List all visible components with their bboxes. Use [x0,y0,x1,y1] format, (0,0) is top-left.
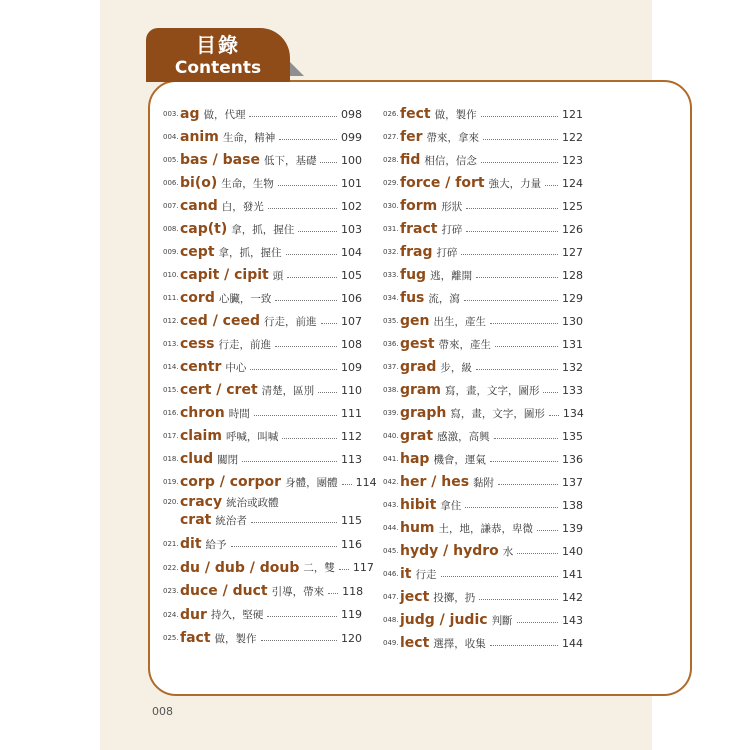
entry-page: 131 [562,337,583,351]
toc-entry[interactable] [383,449,583,469]
entry-root: judg / judic [400,612,488,628]
entry-root: force / fort [400,175,485,191]
toc-entry[interactable] [383,150,583,170]
leader-dots [268,208,337,209]
leader-dots [464,300,558,301]
leader-dots [251,522,337,523]
entry-meaning: 拿，抓，握住 [218,246,282,259]
entry-page: 137 [562,475,583,489]
entry-page: 114 [355,475,377,489]
entry-meaning: 引導，帶來 [271,585,325,598]
entry-page: 119 [341,608,362,621]
leader-dots [466,208,558,209]
entry-root: ced / ceed [180,313,260,329]
entry-number: 040. [383,432,399,440]
entry-meaning: 流，瀉 [428,292,460,305]
entry-page: 132 [562,360,583,374]
entry-root: fid [400,152,421,168]
entry-number: 008. [163,225,179,233]
toc-entry[interactable] [163,581,362,601]
entry-root: cord [180,290,215,306]
entry-root: hibit [400,497,437,513]
entry-number: 021. [163,540,179,548]
entry-meaning: 黏附 [473,476,495,489]
entry-number: 031. [383,225,399,233]
leader-dots [498,484,558,485]
entry-number: 024. [163,610,179,619]
entry-page: 115 [341,513,362,527]
leader-dots [494,438,558,439]
toc-entry[interactable] [163,357,362,377]
entry-root: lect [400,635,430,651]
entry-root: bi(o) [180,175,218,191]
leader-dots [461,254,558,255]
entry-page: 127 [562,245,583,259]
entry-number: 039. [383,409,399,417]
leader-dots [328,593,338,594]
entry-page: 106 [341,291,362,305]
entry-page: 100 [341,153,362,167]
toc-entry[interactable] [163,334,362,354]
leader-dots [282,438,337,439]
entry-root: graph [400,405,447,421]
entry-number: 032. [383,248,399,256]
entry-meaning: 帶來，產生 [438,338,492,351]
toc-entry[interactable] [383,242,583,262]
entry-page: 105 [341,268,362,282]
toc-entry[interactable] [383,219,583,239]
entry-meaning: 相信，信念 [424,154,477,167]
entry-root: grat [400,428,434,444]
toc-entry[interactable] [163,472,377,492]
entry-meaning: 寫，畫，文字，圖形 [444,384,540,397]
entry-page: 122 [562,130,583,144]
entry-root: hydy / hydro [400,543,499,559]
entry-root: duce / duct [180,583,268,599]
entry-page: 101 [341,176,362,190]
entry-root: grad [400,359,437,375]
entry-root: cracy [180,494,223,510]
entry-page: 120 [341,631,362,645]
entry-number: 018. [163,455,179,463]
entry-root: form [400,198,438,214]
leader-dots [476,369,558,370]
entry-number: 034. [383,294,399,302]
entry-meaning: 感激，高興 [437,430,490,443]
toc-entry[interactable] [383,541,583,561]
entry-page: 125 [562,199,583,213]
entry-root: clud [180,451,214,467]
entry-page: 121 [562,107,583,121]
entry-root: bas / base [180,152,260,168]
leader-dots [476,277,558,278]
entry-root: her / hes [400,474,470,490]
entry-root: fact [180,630,211,646]
entry-root: gen [400,313,430,329]
leader-dots [287,277,337,278]
entry-root: cert / cret [180,382,258,398]
entry-number: 046. [383,570,399,578]
toc-entry[interactable] [163,104,362,124]
entry-root: du / dub / doub [180,559,300,576]
toc-entry[interactable] [163,426,362,446]
entry-page: 104 [341,245,362,259]
entry-number: 010. [163,271,179,279]
entry-meaning: 關閉 [217,453,239,466]
entry-number: 019. [163,478,179,486]
entry-page: 128 [562,268,583,282]
toc-entry[interactable] [163,510,362,530]
entry-number: 043. [383,501,399,509]
entry-page: 103 [341,222,362,236]
entry-meaning: 選擇，收集 [433,637,486,650]
contents-header-tab [146,28,290,82]
entry-meaning: 中心 [225,361,247,374]
entry-number: 026. [383,110,399,118]
leader-dots [254,415,337,416]
entry-meaning: 給予 [205,538,227,551]
entry-number: 027. [383,133,399,141]
entry-number: 025. [163,634,179,642]
toc-entry[interactable] [383,380,583,400]
entry-meaning: 形狀 [441,200,463,213]
entry-page: 129 [562,291,583,305]
toc-entry[interactable] [163,492,362,512]
leader-dots [517,622,558,623]
entry-root: crat [180,512,212,528]
leader-dots [267,616,337,617]
entry-number: 041. [383,455,399,463]
entry-root: anim [180,129,219,145]
toc-entry[interactable] [163,311,362,331]
entry-page: 102 [341,199,362,213]
entry-number: 017. [163,432,179,440]
toc-entry[interactable] [383,633,583,653]
leader-dots [250,369,337,370]
leader-dots [261,640,337,641]
entry-meaning: 白，發光 [221,200,264,213]
leader-dots [466,231,558,232]
entry-root: hap [400,451,430,467]
entry-root: fer [400,129,423,145]
entry-number: 048. [383,616,399,624]
leader-dots [298,231,337,232]
entry-page: 117 [352,561,374,574]
toc-entry[interactable] [383,564,583,584]
toc-entry[interactable] [163,219,362,239]
entry-meaning: 時間 [228,407,250,420]
entry-root: capit / cipit [180,267,269,283]
leader-dots [490,461,558,462]
toc-entry[interactable] [163,558,374,578]
entry-meaning: 清楚，區別 [261,384,315,397]
entry-page: 112 [341,429,362,443]
toc-entry[interactable] [163,196,362,216]
entry-page: 143 [562,613,583,627]
entry-page: 111 [341,406,362,420]
entry-meaning: 統治或政體 [226,496,279,509]
entry-meaning: 強大，力量 [488,177,542,190]
toc-entry[interactable] [383,403,583,423]
leader-dots [321,323,338,324]
leader-dots [545,185,558,186]
title-chinese: 目錄 [196,33,240,57]
toc-entry[interactable] [163,242,362,262]
leader-dots [537,530,558,531]
entry-number: 047. [383,593,399,601]
entry-root: cept [180,244,215,260]
entry-number: 049. [383,639,399,647]
entry-page: 139 [562,521,583,535]
entry-number: 035. [383,317,399,325]
entry-meaning: 持久，堅硬 [210,609,264,621]
leader-dots [320,162,337,163]
entry-number: 005. [163,156,179,164]
toc-entry[interactable] [383,495,583,515]
entry-meaning: 判斷 [491,614,513,627]
toc-entry[interactable] [383,127,583,147]
leader-dots [481,162,558,163]
toc-entry[interactable] [383,196,583,216]
entry-root: cand [180,198,218,214]
entry-root: ject [400,589,430,605]
toc-entry[interactable] [383,426,583,446]
entry-meaning: 打碎 [441,223,463,236]
entry-root: frag [400,244,433,260]
entry-number: 013. [163,340,179,348]
toc-entry[interactable] [163,403,362,423]
entry-number: 007. [163,202,179,210]
leader-dots [479,599,558,600]
entry-number: 009. [163,248,179,256]
toc-entry[interactable] [383,173,583,193]
page-number: 008 [152,705,173,718]
toc-entry[interactable] [383,334,583,354]
entry-meaning: 生命，精神 [222,131,276,144]
entry-meaning: 逃，離開 [430,269,473,282]
entry-page: 109 [341,360,362,374]
leader-dots [249,116,337,117]
entry-root: it [400,566,412,582]
entry-number: 037. [383,363,399,371]
toc-entry[interactable] [383,610,583,630]
entry-page: 136 [562,452,583,466]
entry-root: gest [400,336,435,352]
entry-meaning: 拿住 [440,499,462,512]
leader-dots [490,323,558,324]
toc-entry[interactable] [163,150,362,170]
entry-meaning: 水 [502,545,514,558]
entry-meaning: 統治者 [215,514,247,527]
entry-page: 133 [562,383,583,397]
entry-number: 028. [383,156,399,164]
entry-meaning: 土，地，謙恭，卑微 [438,522,534,535]
entry-number: 038. [383,386,399,394]
toc-entry[interactable] [383,265,583,285]
entry-number: 016. [163,409,179,417]
leader-dots [517,553,558,554]
leader-dots [278,185,337,186]
entry-number: 011. [163,294,179,302]
entry-root: corp / corpor [180,474,282,490]
entry-root: chron [180,405,225,421]
toc-entry[interactable] [383,587,583,607]
entry-meaning: 做，製作 [434,108,477,121]
entry-meaning: 打碎 [436,246,458,259]
entry-root: centr [180,359,222,375]
leader-dots [441,576,559,577]
entry-number: 030. [383,202,399,210]
entry-meaning: 機會，運氣 [433,453,486,466]
leader-dots [279,139,337,140]
entry-page: 141 [562,567,583,581]
toc-entry[interactable] [163,173,362,193]
toc-entry[interactable] [163,127,362,147]
entry-root: dur [180,606,207,623]
leader-dots [275,300,337,301]
toc-entry[interactable] [163,605,362,625]
entry-number: 033. [383,271,399,279]
entry-page: 134 [562,406,584,420]
entry-meaning: 帶來，拿來 [426,131,479,144]
toc-entry[interactable] [163,288,362,308]
entry-number: 014. [163,363,179,371]
entry-page: 110 [341,383,362,397]
toc-entry[interactable] [163,265,362,285]
toc-entry[interactable] [383,472,583,492]
leader-dots [231,546,337,547]
entry-number: 004. [163,133,179,141]
entry-root: hum [400,520,435,536]
leader-dots [483,139,558,140]
leader-dots [543,392,558,393]
entry-page: 123 [562,153,583,167]
entry-number: 003. [163,110,179,118]
entry-meaning: 呼喊，叫喊 [225,430,279,443]
entry-page: 142 [562,590,583,604]
entry-root: cess [180,336,215,352]
leader-dots [318,392,337,393]
entry-meaning: 行走，前進 [264,315,317,328]
entry-page: 107 [341,314,362,328]
toc-entry[interactable] [163,380,362,400]
entry-meaning: 拿，抓，握住 [231,223,295,236]
entry-number: 015. [163,386,179,394]
entry-number: 022. [163,563,179,572]
entry-root: fus [400,290,425,306]
entry-meaning: 低下，基礎 [263,154,317,167]
leader-dots [342,484,352,485]
leader-dots [465,507,558,508]
entry-root: fect [400,106,431,122]
entry-page: 116 [341,537,362,551]
toc-entry[interactable] [163,628,362,648]
entry-root: gram [400,382,441,398]
entry-page: 144 [562,636,583,650]
entry-page: 130 [562,314,583,328]
entry-meaning: 生命，生物 [221,177,274,190]
entry-root: ag [180,106,200,122]
entry-meaning: 二，雙 [303,562,335,574]
entry-meaning: 寫，畫，文字，圖形 [450,407,545,420]
leader-dots [495,346,558,347]
toc-entry[interactable] [163,449,362,469]
entry-meaning: 出生，產生 [433,315,486,328]
entry-page: 140 [562,544,583,558]
entry-number: 023. [163,587,179,595]
entry-root: claim [180,428,222,444]
leader-dots [242,461,337,462]
entry-page: 099 [341,130,362,144]
entry-root: fug [400,267,427,283]
toc-entry[interactable] [383,288,583,308]
leader-dots [481,116,558,117]
entry-meaning: 行走，前進 [218,338,271,351]
entry-page: 126 [562,222,583,236]
entry-meaning: 頭 [272,269,284,282]
entry-page: 098 [341,107,362,121]
entry-root: cap(t) [180,221,228,237]
leader-dots [275,346,337,347]
entry-meaning: 做，製作 [214,632,257,645]
entry-number: 044. [383,524,399,532]
entry-number: 020. [163,498,179,506]
entry-number: 029. [383,179,399,187]
toc-entry[interactable] [383,311,583,331]
entry-meaning: 做，代理 [203,108,246,121]
entry-meaning: 步，級 [440,361,472,374]
entry-number: 045. [383,547,399,555]
entry-root: dit [180,536,202,552]
entry-page: 118 [342,584,364,598]
entry-meaning: 投擲，扔 [433,591,476,604]
toc-entry[interactable] [163,534,362,554]
entry-meaning: 行走 [415,568,437,581]
entry-meaning: 身體，團體 [285,476,338,489]
entry-page: 108 [341,337,362,351]
entry-meaning: 心臟，一致 [218,292,272,305]
leader-dots [286,254,337,255]
title-english: Contents [174,58,262,78]
entry-number: 042. [383,478,399,486]
entry-number: 012. [163,317,179,325]
entry-page: 135 [562,429,583,443]
leader-dots [339,569,349,570]
entry-root: fract [400,221,438,237]
toc-entry[interactable] [383,104,583,124]
toc-entry[interactable] [383,357,583,377]
entry-number: 036. [383,340,399,348]
toc-entry[interactable] [383,518,583,538]
tab-fold-shadow [290,62,304,76]
entry-page: 113 [341,452,362,466]
entry-page: 138 [562,498,583,512]
leader-dots [490,645,558,646]
entry-number: 006. [163,179,179,187]
leader-dots [549,415,559,416]
entry-page: 124 [562,176,583,190]
